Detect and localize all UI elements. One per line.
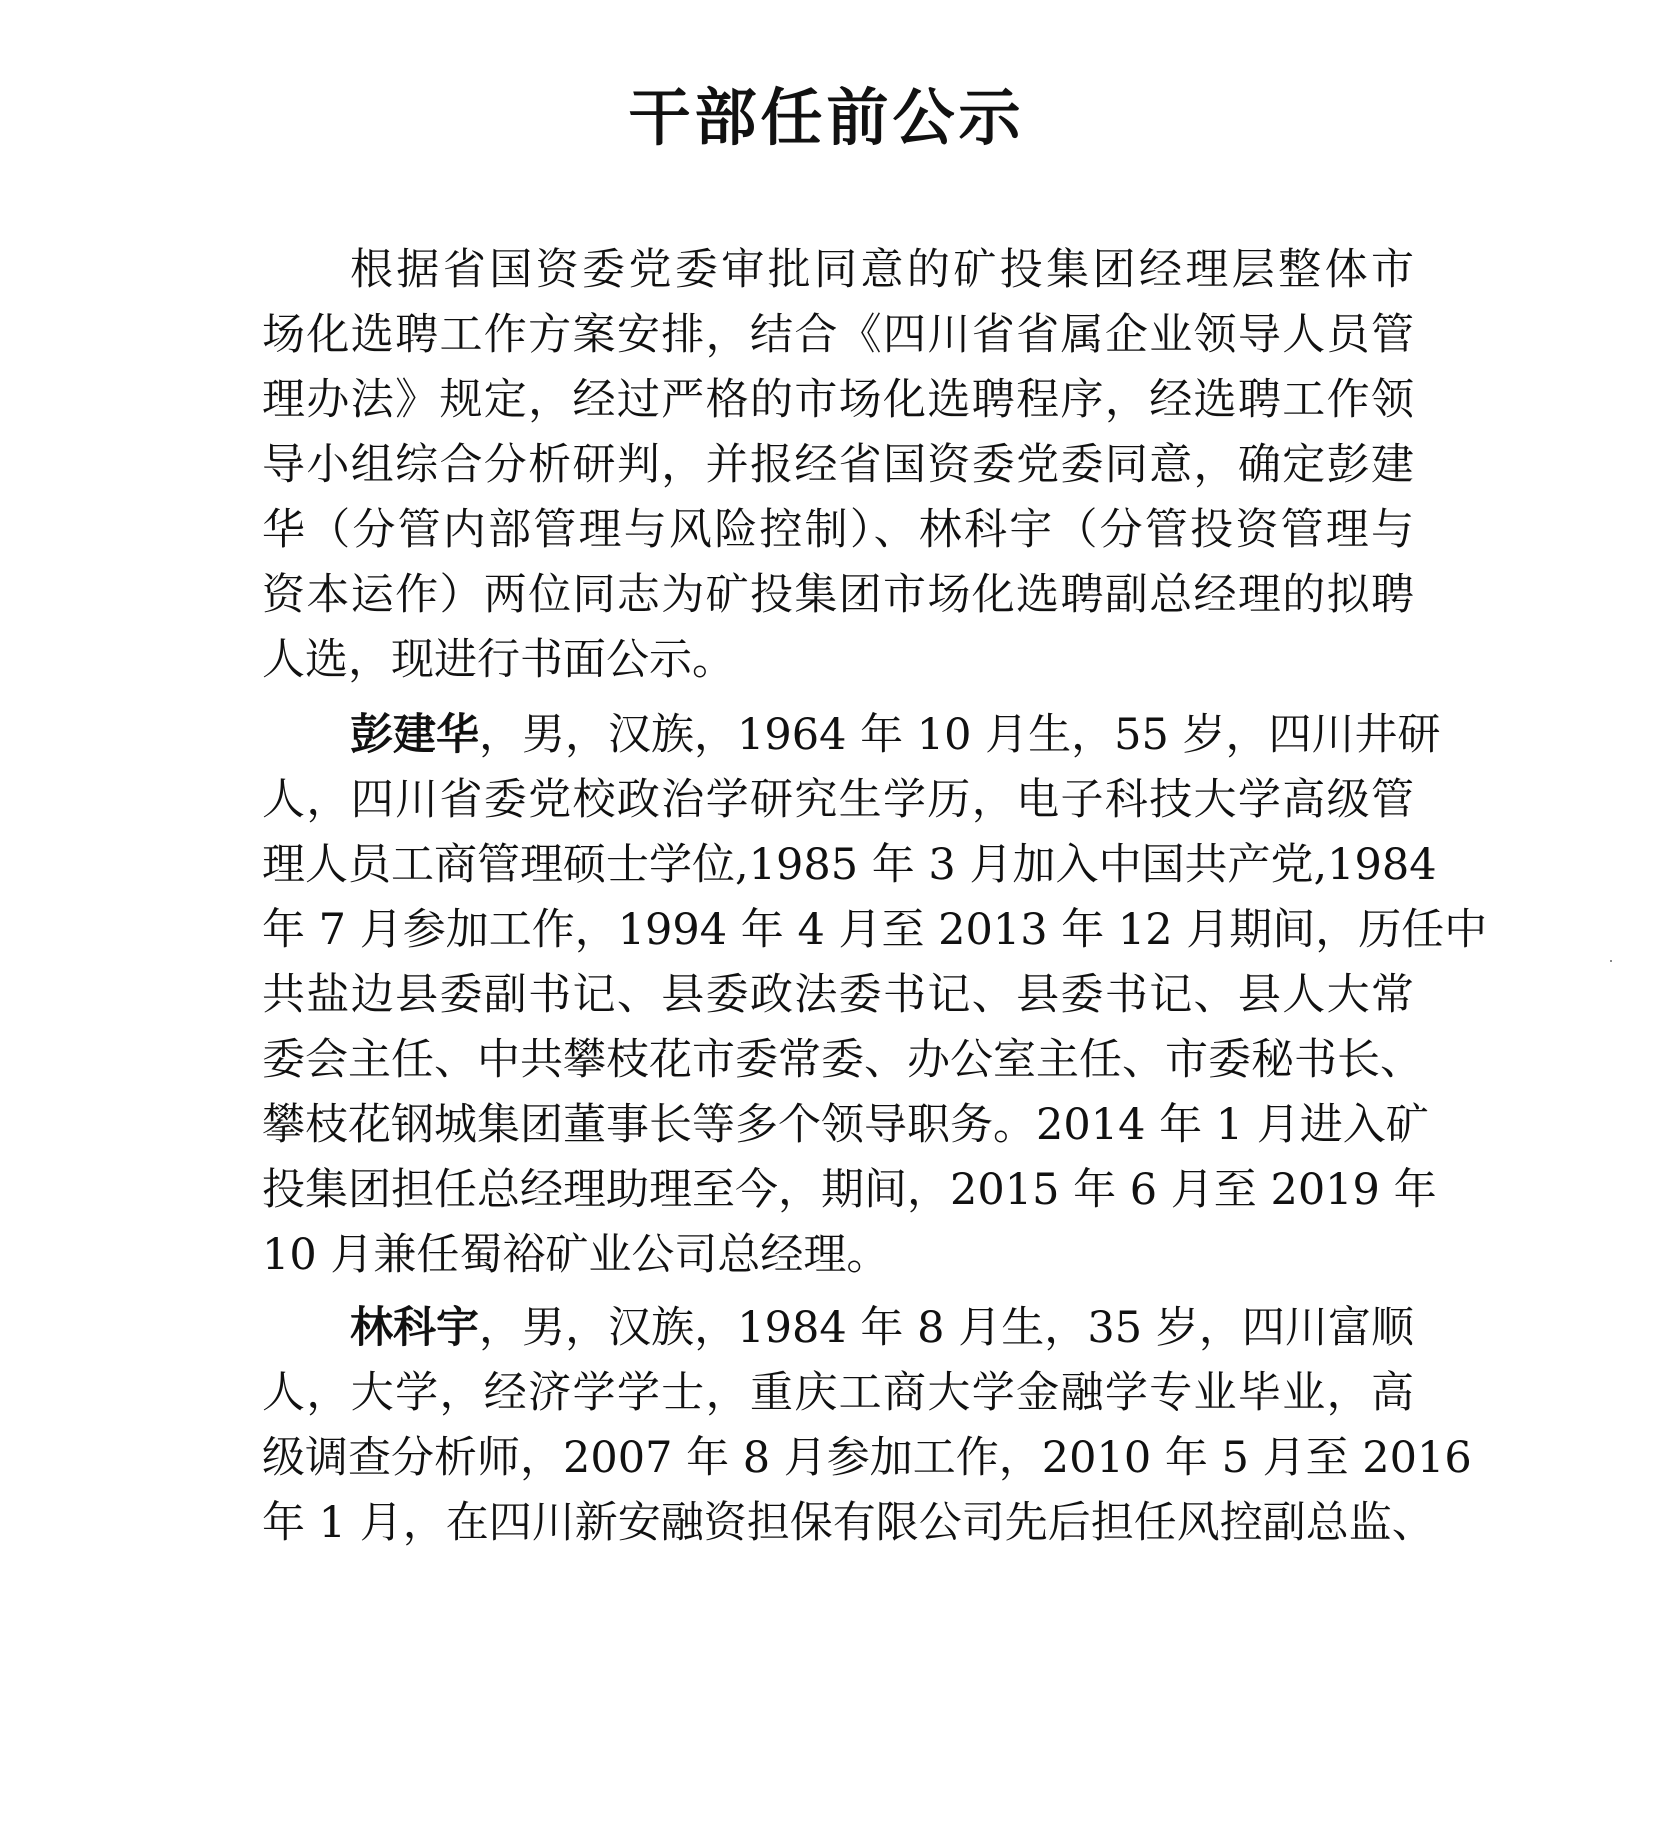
text-line: 资本运作）两位同志为矿投集团市场化选聘副总经理的拟聘 (262, 570, 1414, 620)
text-line: 理人员工商管理硕士学位,1985 年 3 月加入中国共产党,1984 (262, 840, 1437, 890)
scan-speck (1610, 960, 1612, 962)
text-line-rest: ，男，汉族，1964 年 10 月生，55 岁，四川井研 (479, 710, 1441, 760)
text-line: 级调查分析师，2007 年 8 月参加工作，2010 年 5 月至 2016 (262, 1433, 1472, 1483)
text-line: 共盐边县委副书记、县委政法委书记、县委书记、县人大常 (262, 970, 1414, 1020)
candidate-name: 林科宇 (350, 1303, 479, 1353)
text-line: 导小组综合分析研判，并报经省国资委党委同意，确定彭建 (262, 440, 1414, 490)
text-line: 年 1 月，在四川新安融资担保有限公司先后担任风控副总监、 (262, 1498, 1435, 1548)
candidate-name: 彭建华 (350, 710, 479, 760)
text-line: 根据省国资委党委审批同意的矿投集团经理层整体市 (350, 245, 1414, 295)
text-line: 人选，现进行书面公示。 (262, 635, 735, 685)
text-line-rest: ，男，汉族，1984 年 8 月生，35 岁，四川富顺 (479, 1303, 1414, 1353)
text-line (350, 705, 1441, 765)
text-line: 投集团担任总经理助理至今，期间，2015 年 6 月至 2019 年 (262, 1165, 1437, 1215)
text-line: 人，大学，经济学学士，重庆工商大学金融学专业毕业，高 (262, 1368, 1414, 1418)
document-title: 干部任前公示 (628, 81, 1025, 154)
text-line: 10 月兼任蜀裕矿业公司总经理。 (262, 1230, 890, 1280)
text-line: 委会主任、中共攀枝花市委常委、办公室主任、市委秘书长、 (262, 1035, 1423, 1085)
text-line: 年 7 月参加工作，1994 年 4 月至 2013 年 12 月期间，历任中 (262, 905, 1488, 955)
text-line: 理办法》规定，经过严格的市场化选聘程序，经选聘工作领 (262, 375, 1414, 425)
text-line: 人，四川省委党校政治学研究生学历，电子科技大学高级管 (262, 775, 1414, 825)
text-line: 场化选聘工作方案安排，结合《四川省省属企业领导人员管 (262, 310, 1414, 360)
text-line: 华（分管内部管理与风险控制）、林科宇（分管投资管理与 (262, 505, 1414, 555)
text-line: 攀枝花钢城集团董事长等多个领导职务。2014 年 1 月进入矿 (262, 1100, 1429, 1150)
text-line (350, 1298, 1414, 1358)
